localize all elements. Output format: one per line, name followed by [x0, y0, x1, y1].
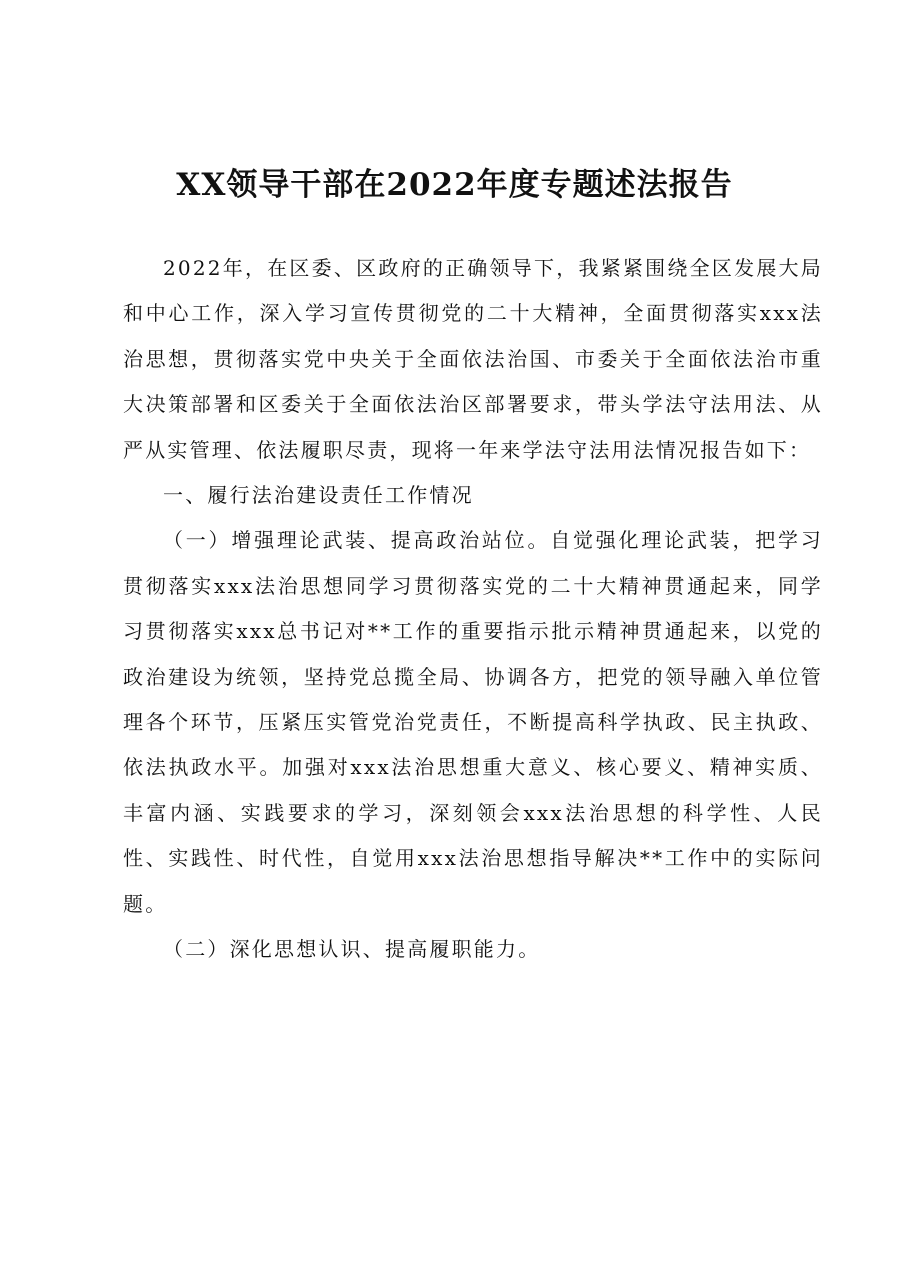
paragraph-intro: 2022年，在区委、区政府的正确领导下，我紧紧围绕全区发展大局和中心工作，深入学习宣传贯彻党的二十大精神，全面贯彻落实xxx法治思想，贯彻落实党中央关于全面依法治国、市委关于全面依法治市重大决策部署和区委关于全面依法治区部署要求，带头学法守法用法、从严从实管理、依法履职尽责，现将一年来学法守法用法情况报告如下：: [123, 256, 823, 462]
paragraph-subsection-1: （一）增强理论武装、提高政治站位。自觉强化理论武装，把学习贯彻落实xxx法治思想同学习贯彻落实党的二十大精神贯通起来，同学习贯彻落实xxx总书记对**工作的重要指示批示精神贯通起来，以党的政治建设为统领，坚持党总揽全局、协调各方，把党的领导融入单位管理各个环节，压紧压实管党治党责任，不断提高科学执政、民主执政、依法执政水平。加强对xxx法治思想重大意义、核心要义、精神实质、丰富内涵、实践要求的学习，深刻领会xxx法治思想的科学性、人民性、实践性、时代性，自觉用xxx法治思想指导解决**工作中的实际问题。: [123, 528, 823, 916]
document-title: XX领导干部在2022年度专题述法报告: [176, 167, 733, 203]
paragraph-subsection-2: （二）深化思想认识、提高履职能力。: [163, 937, 541, 962]
section-heading-1: 一、履行法治建设责任工作情况: [163, 483, 474, 508]
document-body: [123, 246, 823, 973]
